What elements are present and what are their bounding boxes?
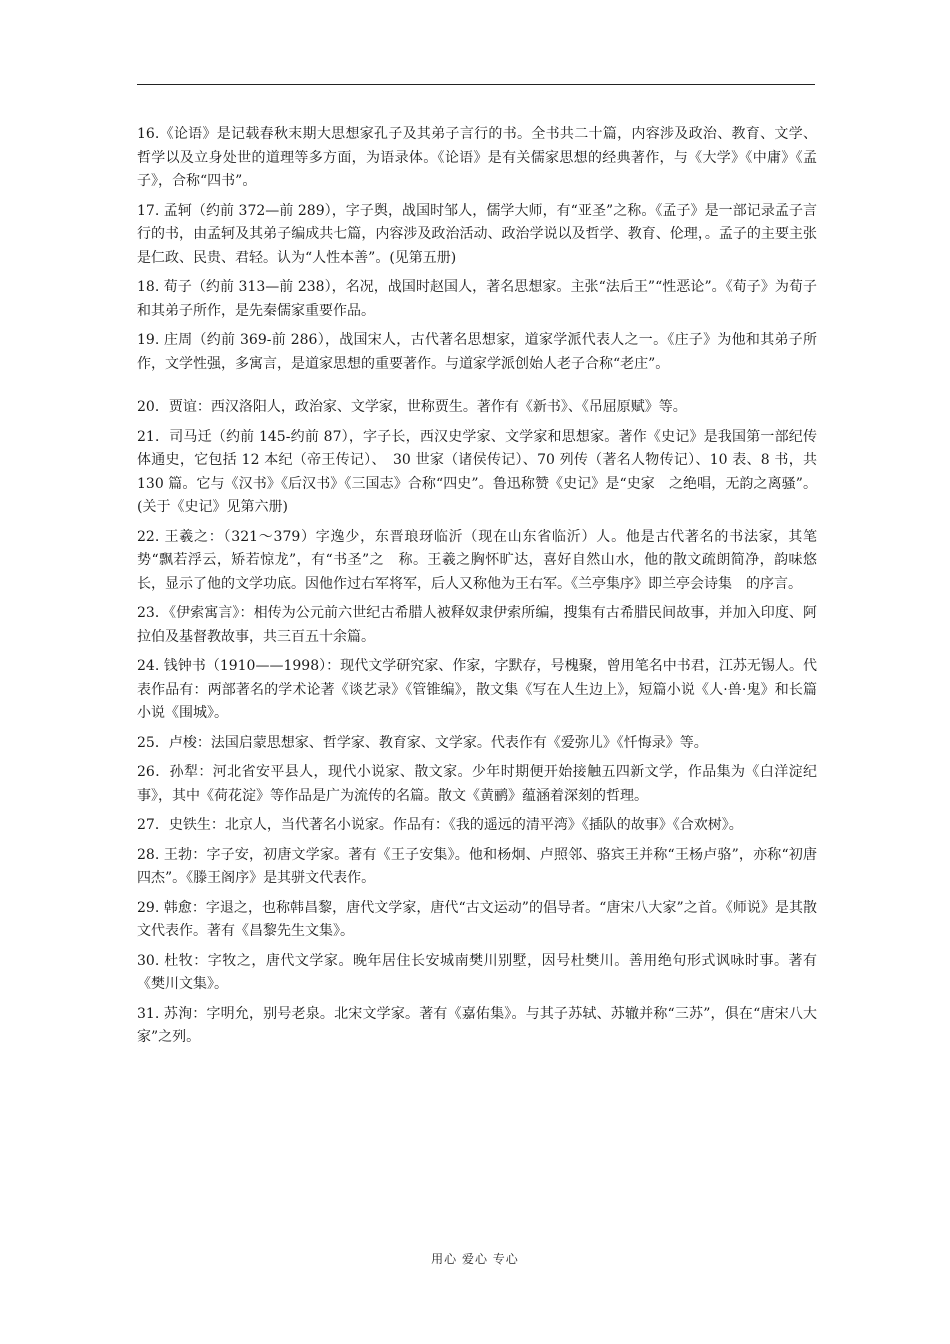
entry-29-hanyu: 29. 韩愈：字退之，也称韩昌黎，唐代文学家，唐代“古文运动”的倡导者。“唐宋八大家”之首。《师说》是其散文代表作。著有《昌黎先生文集》。 [137, 899, 817, 939]
entry-25-rousseau: 25．卢梭：法国启蒙思想家、哲学家、教育家、文学家。代表作有《爱弥儿》《忏悔录》等。 [137, 734, 708, 751]
entry-30-dumu: 30. 杜牧：字牧之，唐代文学家。晚年居住长安城南樊川别墅，因号杜樊川。善用绝句形式讽咏时事。著有《樊川文集》。 [137, 952, 817, 992]
entry-19-zhuangzhou: 19. 庄周（约前 369-前 286），战国宋人，古代著名思想家，道家学派代表人之一。《庄子》为他和其弟子所作，文学性强，多寓言，是道家思想的重要著作。与道家学派创始人老子合称“老庄”。 [137, 332, 817, 372]
entry-21-simaqian: 21．司马迁（约前 145-约前 87），字子长，西汉史学家、文学家和思想家。著作《史记》是我国第一部纪传体通史，它包括 12 本纪（帝王传记）、 30 世家（诸侯传记）、70 列传（著名人物传记）、10 表、8 书，共 130 篇。它与《汉书》《后汉书》《三国志》合称“四史”。鲁迅称赞《史记》是“史家 之绝唱，无韵之离骚”。(关于《史记》见第六册) [137, 428, 817, 515]
header-rule [137, 84, 815, 85]
entry-18-xunzi: 18. 荀子（约前 313—前 238），名况，战国时赵国人，著名思想家。主张“法后王”“性恶论”。《荀子》为荀子和其弟子所作，是先秦儒家重要作品。 [137, 279, 817, 319]
entry-26-sunli: 26．孙犁：河北省安平县人，现代小说家、散文家。少年时期便开始接触五四新文学，作品集为《白洋淀纪事》，其中《荷花淀》等作品是广为流传的名篇。散文《黄鹂》蕴涵着深刻的哲理。 [137, 764, 817, 804]
entry-20-jiayi: 20．贾谊：西汉洛阳人，政治家、文学家，世称贾生。著作有《新书》、《吊屈原赋》等。 [137, 399, 687, 415]
entry-16-lunyu: 16.《论语》是记载春秋末期大思想家孔子及其弟子言行的书。全书共二十篇，内容涉及政治、教育、文学、哲学以及立身处世的道理等多方面，为语录体。《论语》是有关儒家思想的经典著作，与《大学》《中庸》《孟子》，合称“四书”。 [137, 126, 817, 189]
page-footer: 用心 爱心 专心 [431, 1252, 519, 1266]
entry-27-shitiesheng: 27．史铁生：北京人，当代著名小说家。作品有：《我的遥远的清平湾》《插队的故事》《合欢树》。 [137, 817, 743, 833]
entry-22-wangxizhi: 22. 王羲之：（321～379）字逸少，东晋琅玡临沂（现在山东省临沂）人。他是古代著名的书法家，其笔势“飘若浮云，矫若惊龙”，有“书圣”之 称。王羲之胸怀旷达，喜好自然山水，他的散文疏朗简净，韵味悠长，显示了他的文学功底。因他作过右军将军，后人又称他为王右军。《兰亭集序》即兰亭会诗集 的序言。 [137, 528, 817, 592]
entry-23-aesop: 23．《伊索寓言》：相传为公元前六世纪古希腊人被释奴隶伊索所编，搜集有古希腊民间故事，并加入印度、阿拉伯及基督教故事，共三百五十余篇。 [137, 605, 817, 645]
entry-17-mengke: 17. 孟轲（约前 372—前 289），字子舆，战国时邹人，儒学大师，有“亚圣”之称。《孟子》是一部记录孟子言行的书，由孟轲及其弟子编成共七篇，内容涉及政治活动、政治学说以及哲学、教育、伦理，。孟子的主要主张是仁政、民贵、君轻。认为“人性本善”。(见第五册) [137, 202, 817, 266]
entry-24-qianzhongshu: 24. 钱钟书（1910——1998）：现代文学研究家、作家，字默存，号槐聚，曾用笔名中书君，江苏无锡人。代表作品有：两部著名的学术论著《谈艺录》《管锥编》，散文集《写在人生边上》，短篇小说《人·兽·鬼》和长篇小说《围城》。 [137, 658, 817, 721]
entry-28-wangbo: 28. 王勃：字子安，初唐文学家。著有《王子安集》。他和杨炯、卢照邻、骆宾王并称“王杨卢骆”，亦称“初唐四杰”。《滕王阁序》是其骈文代表作。 [137, 846, 817, 886]
entry-list [137, 123, 817, 1056]
entry-31-suxun: 31. 苏洵：字明允，别号老泉。北宋文学家。著有《嘉佑集》。与其子苏轼、苏辙并称“三苏”，俱在“唐宋八大家”之列。 [137, 1005, 817, 1045]
